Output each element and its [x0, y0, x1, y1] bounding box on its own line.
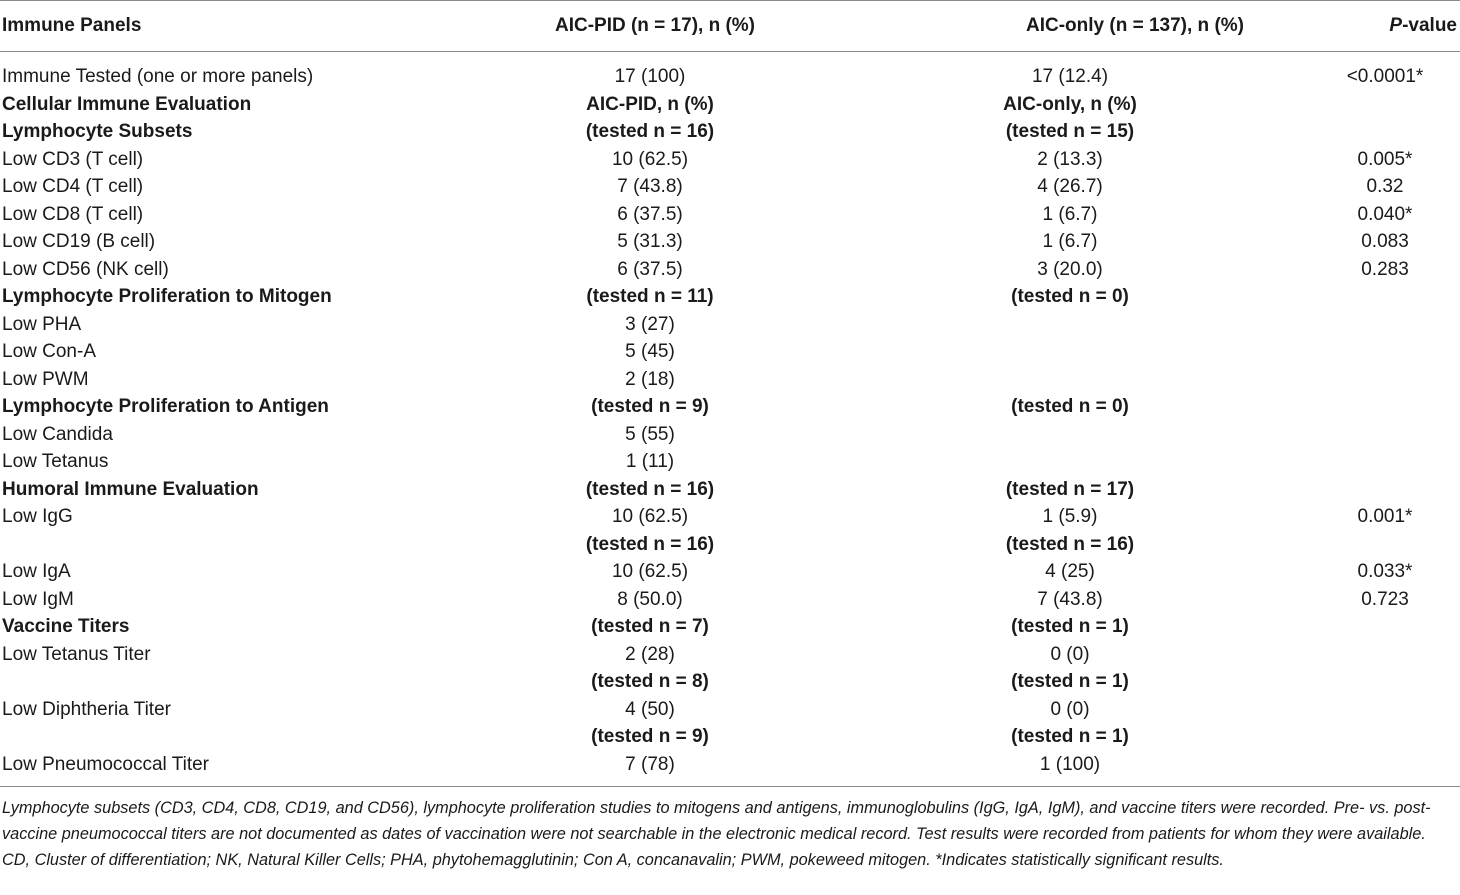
- cell-p-value: 0.083: [1361, 231, 1409, 252]
- cell-aic-only: AIC-only, n (%): [1003, 93, 1137, 115]
- table-row: [0, 503, 1460, 531]
- cell-p-value: [1310, 283, 1460, 311]
- cell-aic-pid: 5 (45): [625, 341, 675, 362]
- cell-aic-pid: (tested n = 16): [585, 121, 715, 142]
- table-row: [0, 531, 1460, 559]
- cell-p-value: 0.001*: [1357, 506, 1413, 527]
- row-label: Low IgA: [2, 561, 71, 582]
- table-row: [0, 311, 1460, 339]
- cell-p-value: [1310, 668, 1460, 696]
- cell-aic-pid: 7 (43.8): [617, 176, 683, 197]
- row-label: Low Tetanus: [2, 451, 109, 472]
- table-row: [0, 751, 1460, 787]
- cell-aic-only: (tested n = 1): [1011, 616, 1129, 637]
- row-label: Lymphocyte Subsets: [2, 121, 193, 142]
- table-body: [0, 52, 1460, 787]
- footnote-abbreviations: CD, Cluster of differentiation; NK, Natural Killer Cells; PHA, phytohemagglutinin; Con A, concanavalin; PWM, pokeweed mitogen. *Indicates statistically significant results.: [2, 851, 1224, 869]
- row-label: Low CD19 (B cell): [2, 231, 156, 252]
- cell-aic-only: [830, 448, 1310, 476]
- row-label: Low IgM: [2, 588, 74, 610]
- cell-p-value: [1310, 338, 1460, 366]
- cell-p-value: [1310, 366, 1460, 394]
- row-label: Vaccine Titers: [2, 616, 130, 637]
- header-row: [0, 1, 1460, 52]
- table-row: [0, 52, 1460, 91]
- row-label: Low CD3 (T cell): [2, 148, 144, 170]
- cell-aic-only: (tested n = 1): [1011, 726, 1129, 747]
- cell-aic-only: (tested n = 0): [1011, 286, 1129, 307]
- cell-p-value: [1310, 751, 1460, 787]
- row-label: Low Pneumococcal Titer: [0, 751, 470, 787]
- header-aic-pid: AIC-PID (n = 17), n (%): [470, 1, 830, 52]
- cell-aic-pid: (tested n = 8): [591, 671, 709, 692]
- cell-aic-pid: 2 (18): [625, 368, 675, 390]
- cell-aic-only: 1 (5.9): [1042, 506, 1098, 527]
- table-row: [0, 338, 1460, 366]
- row-label: Low PHA: [2, 313, 82, 335]
- cell-aic-only: (tested n = 17): [1005, 478, 1135, 500]
- table-row: [0, 668, 1460, 696]
- header-aic-only: AIC-only (n = 137), n (%): [830, 1, 1310, 52]
- cell-p-value: [1310, 696, 1460, 724]
- cell-aic-only: (tested n = 16): [1005, 533, 1135, 555]
- row-label: Lymphocyte Proliferation to Mitogen: [2, 286, 332, 307]
- cell-aic-only: [830, 338, 1310, 366]
- row-label: Low Candida: [2, 423, 113, 445]
- row-label: Humoral Immune Evaluation: [2, 478, 259, 500]
- cell-p-value: 0.723: [1361, 588, 1409, 610]
- cell-p-value: 0.040*: [1357, 203, 1413, 225]
- table-row: [0, 366, 1460, 394]
- row-label: Low CD8 (T cell): [2, 203, 144, 225]
- row-label: Low Con-A: [2, 341, 96, 362]
- table-row: [0, 613, 1460, 641]
- cell-p-value: 0.32: [1366, 176, 1404, 197]
- cell-aic-pid: 4 (50): [625, 698, 675, 720]
- table-row: [0, 228, 1460, 256]
- cell-aic-pid: 10 (62.5): [611, 148, 689, 170]
- header-p-italic: P: [1389, 15, 1403, 36]
- row-label: [0, 723, 470, 751]
- table-row: [0, 476, 1460, 504]
- cell-aic-pid: (tested n = 7): [591, 616, 709, 637]
- table-header: [0, 1, 1460, 52]
- header-p-value: [1310, 1, 1460, 52]
- cell-p-value: 0.033*: [1357, 561, 1413, 582]
- table-row: [0, 256, 1460, 284]
- cell-p-value: [1310, 613, 1460, 641]
- cell-p-value: [1310, 91, 1460, 119]
- cell-aic-only: 1 (6.7): [1042, 231, 1098, 252]
- cell-aic-pid: 10 (62.5): [611, 561, 689, 582]
- row-label: Cellular Immune Evaluation: [2, 93, 252, 115]
- cell-aic-pid: (tested n = 16): [585, 533, 715, 555]
- cell-aic-pid: 6 (37.5): [617, 203, 683, 225]
- cell-aic-only: 1 (100): [830, 751, 1310, 787]
- cell-p-value: [1310, 448, 1460, 476]
- cell-aic-pid: 5 (55): [625, 423, 675, 445]
- table-footnotes: [2, 795, 1458, 873]
- table-row: [0, 558, 1460, 586]
- row-label: Low IgG: [2, 506, 73, 527]
- cell-p-value: [1310, 118, 1460, 146]
- table-row: [0, 641, 1460, 669]
- cell-aic-pid: 5 (31.3): [617, 231, 683, 252]
- cell-p-value: [1310, 641, 1460, 669]
- header-immune-panels: Immune Panels: [0, 1, 470, 52]
- row-label: [0, 668, 470, 696]
- table-row: [0, 723, 1460, 751]
- row-label: Low Tetanus Titer: [2, 643, 151, 665]
- row-label: Lymphocyte Proliferation to Antigen: [2, 396, 329, 417]
- cell-aic-only: [830, 366, 1310, 394]
- cell-aic-pid: 17 (100): [614, 66, 686, 87]
- table-row: [0, 586, 1460, 614]
- cell-aic-only: 2 (13.3): [1037, 148, 1103, 170]
- cell-aic-pid: (tested n = 9): [591, 726, 709, 747]
- cell-aic-pid: 2 (28): [625, 643, 675, 665]
- footnote-description: Lymphocyte subsets (CD3, CD4, CD8, CD19, and CD56), lymphocyte proliferation studies to mitogens and antigens, immunoglobulins (IgG, IgA, IgM), and vaccine titers were recorded. Pre- vs. post-vaccine pneumococcal titers are not documented as dates of vaccination were not searchable in the electronic medical record. Test results were recorded from patients for whom they were available.: [2, 799, 1431, 843]
- cell-aic-only: (tested n = 0): [1011, 396, 1129, 417]
- cell-aic-pid: 7 (78): [470, 751, 830, 787]
- cell-aic-pid: 8 (50.0): [617, 588, 683, 610]
- cell-aic-only: 17 (12.4): [1031, 66, 1109, 87]
- table-row: [0, 201, 1460, 229]
- cell-aic-pid: (tested n = 16): [585, 478, 715, 500]
- cell-p-value: 0.005*: [1357, 148, 1413, 170]
- cell-aic-only: (tested n = 1): [1011, 671, 1129, 692]
- cell-p-value: <0.0001*: [1346, 66, 1424, 87]
- row-label: Low Diphtheria Titer: [2, 698, 171, 720]
- cell-aic-only: 4 (26.7): [1037, 176, 1103, 197]
- cell-aic-only: 1 (6.7): [1042, 203, 1098, 225]
- cell-p-value: [1310, 393, 1460, 421]
- cell-aic-only: 0 (0): [1050, 643, 1090, 665]
- cell-aic-only: (tested n = 15): [1005, 121, 1135, 142]
- table-row: [0, 696, 1460, 724]
- header-p-rest: -value: [1402, 15, 1457, 36]
- cell-p-value: [1310, 531, 1460, 559]
- table-row: [0, 173, 1460, 201]
- cell-aic-only: [830, 421, 1310, 449]
- cell-aic-pid: 10 (62.5): [611, 506, 689, 527]
- cell-aic-pid: (tested n = 9): [591, 396, 709, 417]
- cell-aic-only: 4 (25): [1045, 561, 1095, 582]
- cell-aic-pid: 3 (27): [625, 313, 675, 335]
- cell-aic-pid: 1 (11): [625, 451, 675, 472]
- cell-aic-only: 3 (20.0): [1037, 258, 1103, 280]
- table-row: [0, 91, 1460, 119]
- row-label: Immune Tested (one or more panels): [2, 66, 314, 87]
- cell-p-value: 0.283: [1361, 258, 1409, 280]
- table-row: [0, 283, 1460, 311]
- table-row: [0, 393, 1460, 421]
- table-row: [0, 448, 1460, 476]
- cell-p-value: [1310, 476, 1460, 504]
- cell-p-value: [1310, 311, 1460, 339]
- cell-aic-pid: AIC-PID, n (%): [586, 93, 714, 115]
- row-label: Low CD4 (T cell): [2, 176, 144, 197]
- cell-p-value: [1310, 421, 1460, 449]
- cell-aic-only: [830, 311, 1310, 339]
- table-row: [0, 118, 1460, 146]
- cell-aic-pid: (tested n = 11): [586, 286, 714, 307]
- cell-aic-pid: 6 (37.5): [617, 258, 683, 280]
- row-label: [0, 531, 470, 559]
- cell-aic-only: 0 (0): [1050, 698, 1090, 720]
- table-row: [0, 146, 1460, 174]
- table-row: [0, 421, 1460, 449]
- row-label: Low PWM: [2, 368, 89, 390]
- cell-aic-only: 7 (43.8): [1037, 588, 1103, 610]
- row-label: Low CD56 (NK cell): [2, 258, 169, 280]
- cell-p-value: [1310, 723, 1460, 751]
